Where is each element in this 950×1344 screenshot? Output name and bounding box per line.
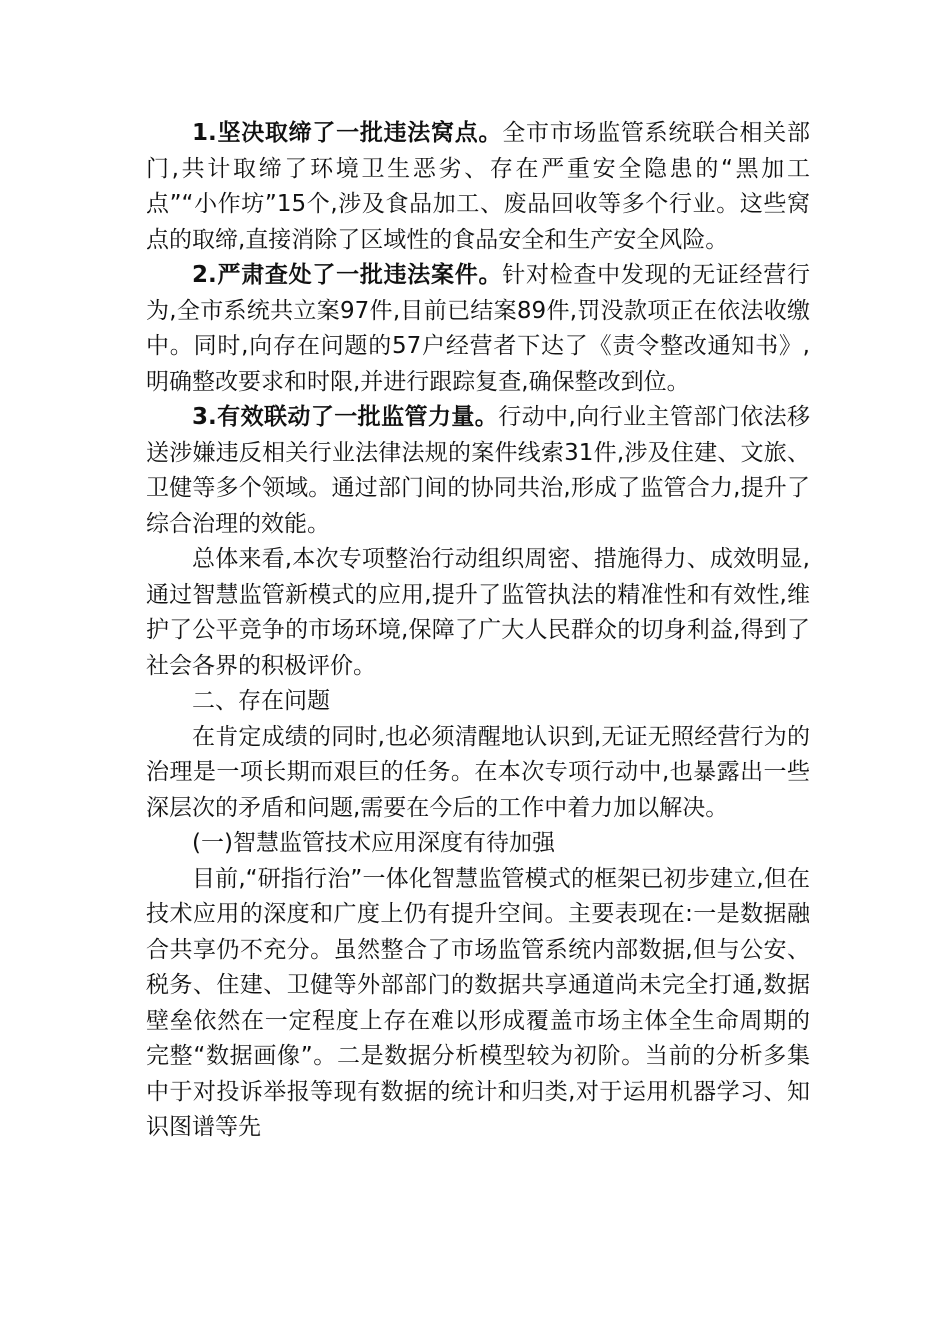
subheading-smart-supervision [146, 826, 810, 862]
heading-text: 二、存在问题 [192, 688, 330, 714]
paragraph-lead: 3.有效联动了一批监管力量。 [192, 404, 499, 430]
paragraph-problems-intro [146, 720, 810, 827]
paragraph-text: 目前,“研指行治”一体化智慧监管模式的框架已初步建立,但在技术应用的深度和广度上仍有提升空间。主要表现在:一是数据融合共享仍不充分。虽然整合了市场监管系统内部数据,但与公安、税务、住建、卫健等外部部门的数据共享通道尚未完全打通,数据壁垒依然在一定程度上存在难以形成覆盖市场主体全生命周期的完整“数据画像”。二是数据分析模型较为初阶。当前的分析多集中于对投诉举报等现有数据的统计和归类,对于运用机器学习、知识图谱等先 [146, 865, 810, 1140]
paragraph-text: 行动中,向行业主管部门依法移送涉嫌违反相关行业法律法规的案件线索31件,涉及住建、文旅、卫健等多个领域。通过部门间的协同共治,形成了监管合力,提升了综合治理的效能。 [146, 404, 810, 537]
paragraph-text: 在肯定成绩的同时,也必须清醒地认识到,无证无照经营行为的治理是一项长期而艰巨的任务。在本次专项行动中,也暴露出一些深层次的矛盾和问题,需要在今后的工作中着力加以解决。 [146, 723, 810, 821]
paragraph-text: 全市市场监管系统联合相关部门,共计取缔了环境卫生恶劣、存在严重安全隐患的“黑加工点”“小作坊”15个,涉及食品加工、废品回收等多个行业。这些窝点的取缔,直接消除了区域性的食品安全和生产安全风险。 [146, 120, 810, 253]
paragraph-lead: 1.坚决取缔了一批违法窝点。 [192, 120, 503, 146]
paragraph-achievement-1 [146, 116, 810, 258]
paragraph-smart-supervision [146, 862, 810, 1146]
paragraph-achievement-3 [146, 400, 810, 542]
document-body [146, 116, 810, 1146]
paragraph-lead: 2.严肃查处了一批违法案件。 [192, 262, 503, 288]
paragraph-summary [146, 542, 810, 684]
section-heading-problems [146, 684, 810, 720]
paragraph-achievement-2 [146, 258, 810, 400]
paragraph-text: 针对检查中发现的无证经营行为,全市系统共立案97件,目前已结案89件,罚没款项正在依法收缴中。同时,向存在问题的57户经营者下达了《责令整改通知书》,明确整改要求和时限,并进行跟踪复查,确保整改到位。 [146, 262, 810, 395]
heading-text: (一)智慧监管技术应用深度有待加强 [192, 830, 555, 856]
paragraph-text: 总体来看,本次专项整治行动组织周密、措施得力、成效明显,通过智慧监管新模式的应用,提升了监管执法的精准性和有效性,维护了公平竞争的市场环境,保障了广大人民群众的切身利益,得到了社会各界的积极评价。 [146, 546, 810, 679]
